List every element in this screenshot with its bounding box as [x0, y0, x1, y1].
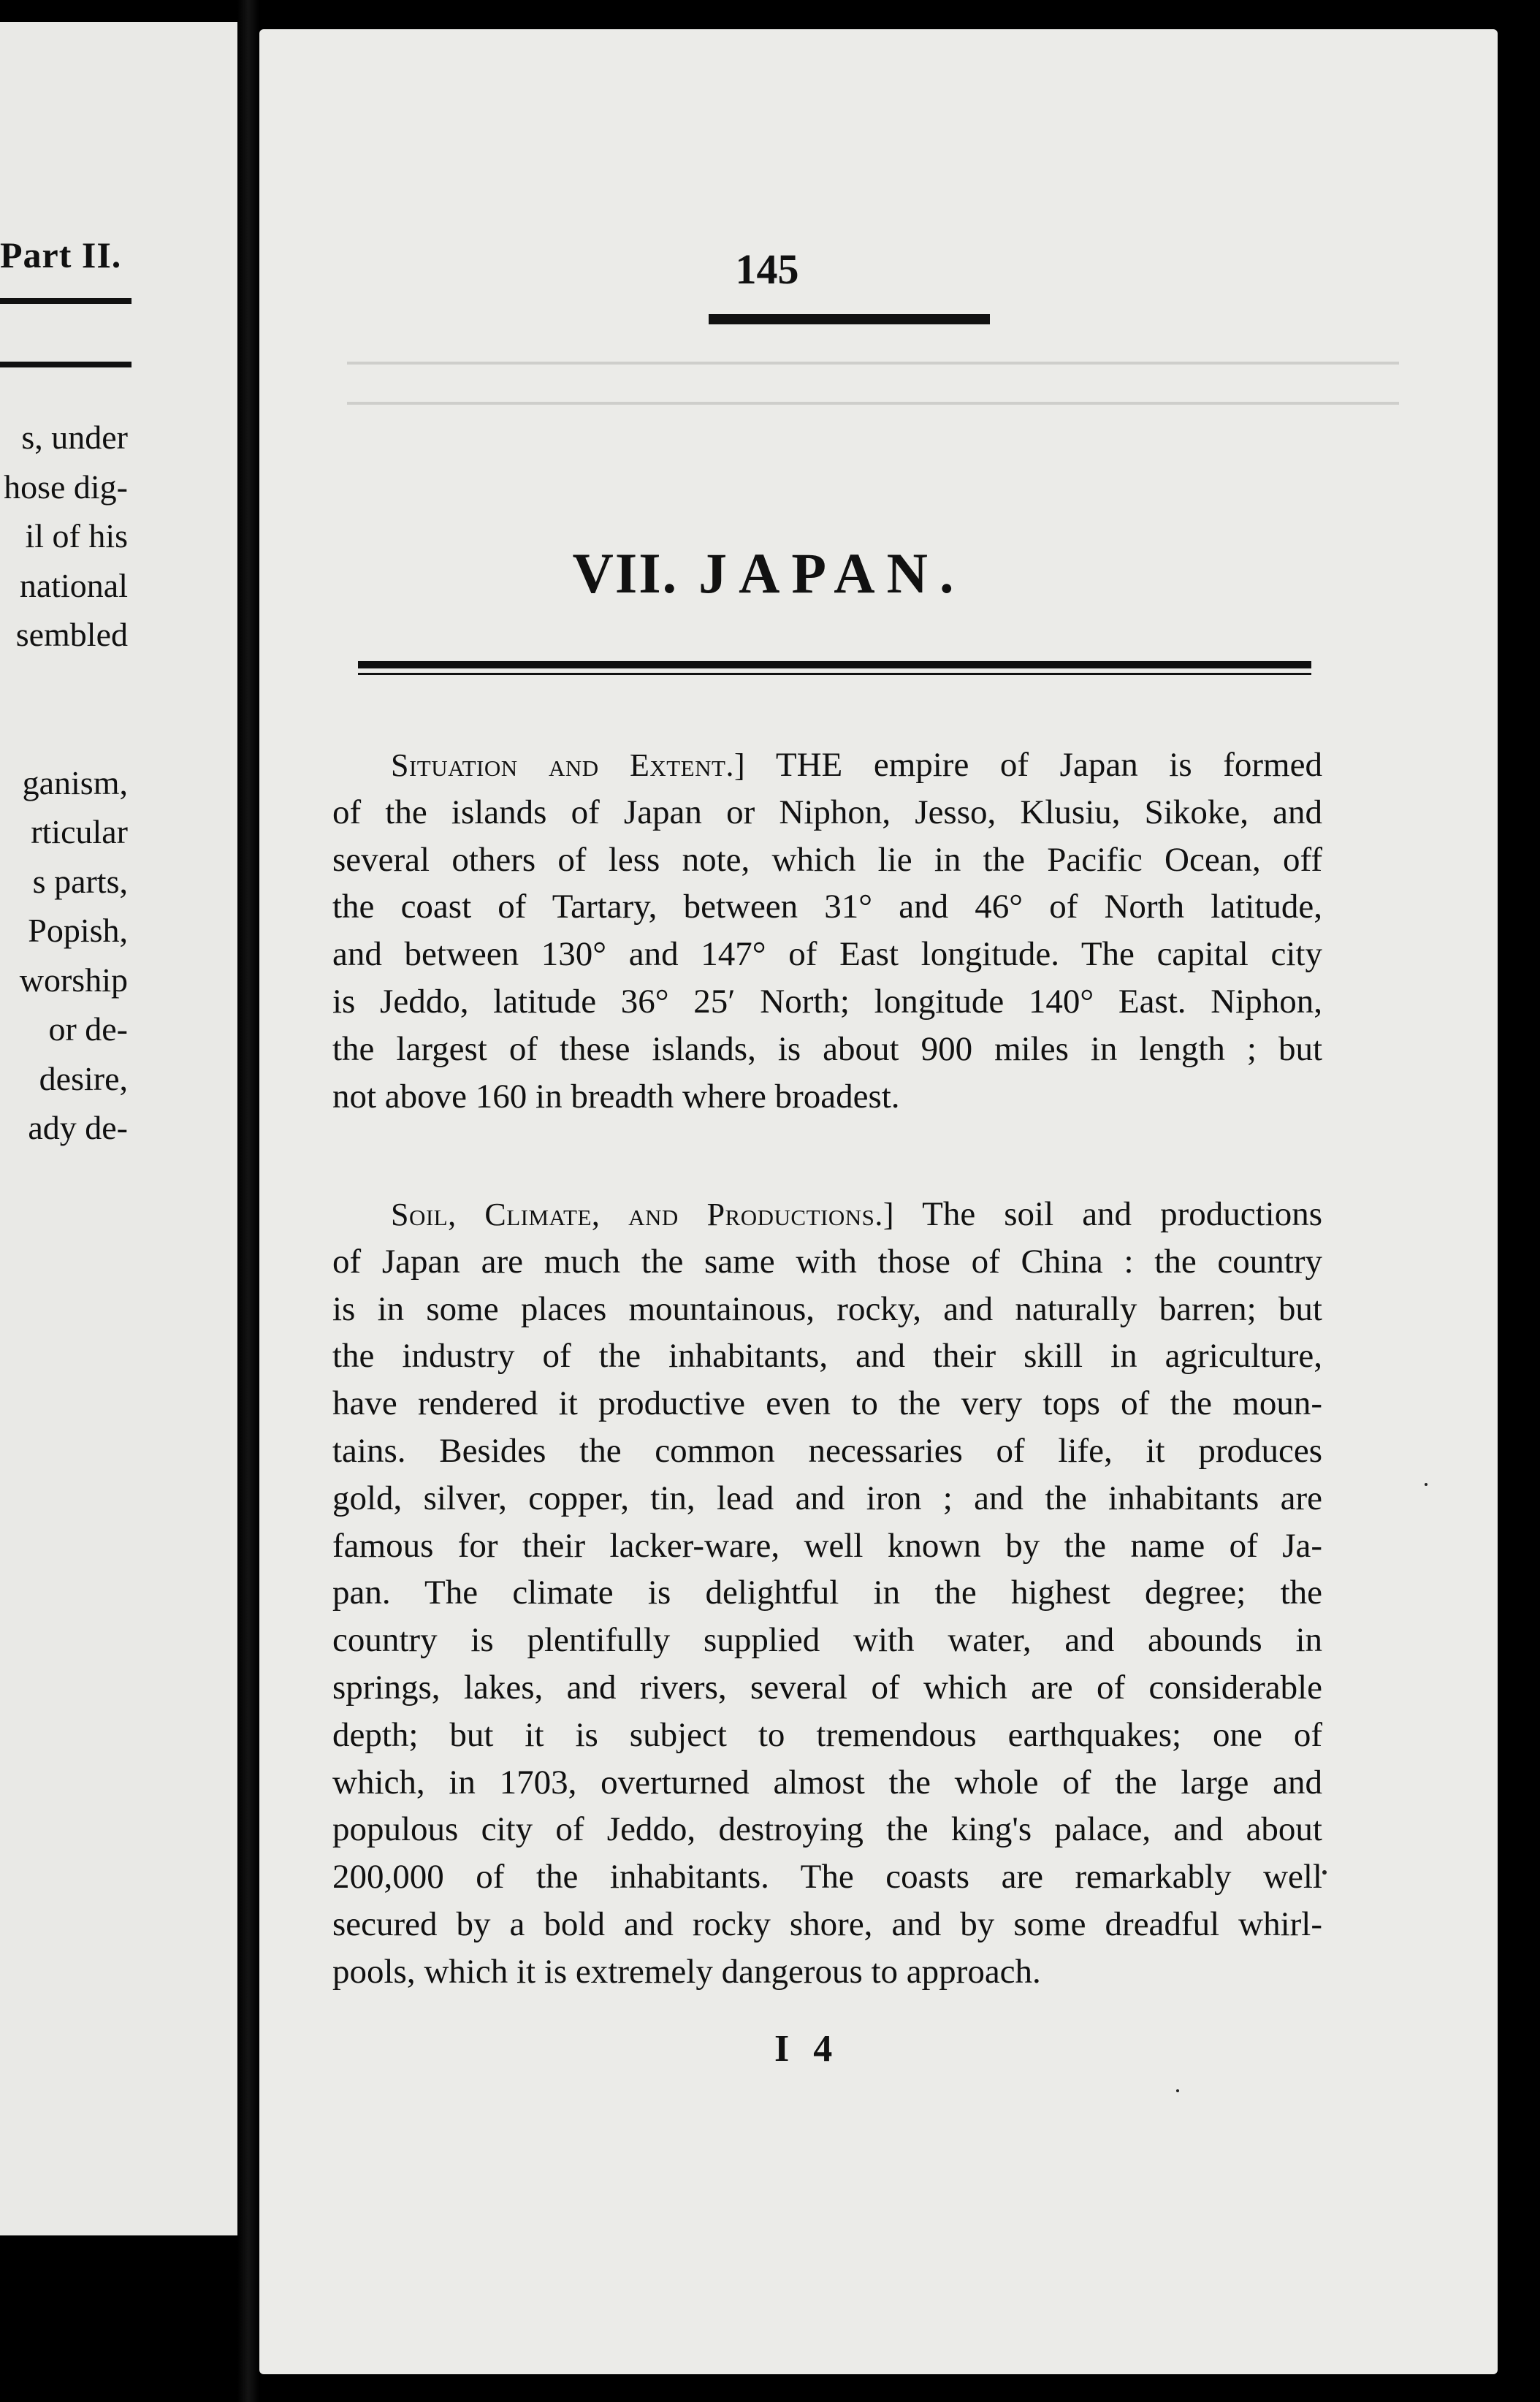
paragraph-line: Situation and Extent.] THE empire of Japan is formed — [391, 746, 1322, 784]
header-rule-left-2 — [0, 362, 131, 367]
previous-page-text — [4, 413, 128, 1153]
page-number-rule — [709, 314, 990, 324]
section-heading: Situation and Extent.] — [391, 747, 746, 783]
chapter-numeral: VII. — [572, 541, 679, 605]
paragraph-line: is in some places mountainous, rocky, and naturally barren; but — [332, 1289, 1322, 1328]
rule-thin — [358, 673, 1311, 675]
running-head-left: Part II. — [0, 235, 122, 275]
book-gutter — [237, 0, 259, 2402]
paragraph-line: of the islands of Japan or Niphon, Jesso, Klusiu, Sikoke, and — [332, 793, 1322, 831]
left-line: sembled — [15, 616, 128, 653]
paragraph-line: the largest of these islands, is about 900 miles in length ; but — [332, 1029, 1322, 1068]
rule-thick — [358, 661, 1311, 668]
left-line: ganism, — [22, 763, 128, 801]
paragraph-line: Soil, Climate, and Productions.] The soil and productions — [391, 1195, 1322, 1233]
paragraph-line: 200,000 of the inhabitants. The coasts are remarkably well — [332, 1858, 1322, 1896]
left-line: hose dig- — [4, 468, 128, 506]
paragraph-line: country is plentifully supplied with water, and abounds in — [332, 1621, 1322, 1660]
show-through-rule — [347, 402, 1399, 405]
left-line: rticular — [31, 813, 128, 850]
paragraph-line: the industry of the inhabitants, and their skill in agriculture, — [332, 1337, 1322, 1376]
paragraph-line: have rendered it productive even to the very tops of the moun- — [332, 1384, 1322, 1423]
signature-mark: I 4 — [774, 2028, 840, 2070]
left-line: national — [19, 566, 128, 604]
show-through-rule — [347, 362, 1399, 365]
paragraph-line: and between 130° and 147° of East longitude. The capital city — [332, 935, 1322, 974]
left-line: s, under — [21, 419, 128, 456]
paragraph-line: which, in 1703, overturned almost the whole of the large and — [332, 1763, 1322, 1802]
paragraph-line: tains. Besides the common necessaries of life, it produces — [332, 1431, 1322, 1470]
chapter-title — [259, 541, 1278, 606]
paragraph-line: depth; but it is subject to tremendous earthquakes; one of — [332, 1715, 1322, 1754]
paragraph-line: secured by a bold and rocky shore, and by some dreadful whirl- — [332, 1905, 1322, 1943]
page-number: 145 — [735, 245, 799, 293]
section-heading: Soil, Climate, and Productions.] — [391, 1197, 894, 1232]
left-line: Popish, — [28, 912, 128, 949]
previous-page — [0, 22, 237, 2235]
header-rule-left — [0, 298, 131, 304]
left-line — [4, 660, 128, 709]
paragraph-line: the coast of Tartary, between 31° and 46° of North latitude, — [332, 888, 1322, 926]
chapter-name: JAPAN. — [698, 541, 966, 605]
paper-speck — [1425, 1483, 1427, 1486]
left-line: ady de- — [28, 1109, 128, 1146]
paragraph-line: pan. The climate is delightful in the highest degree; the — [332, 1574, 1322, 1612]
book-page — [259, 29, 1498, 2374]
paragraph-line: famous for their lacker-ware, well known by the name of Ja- — [332, 1526, 1322, 1565]
paper-speck — [1322, 1870, 1327, 1875]
paragraph-soil-climate — [332, 1191, 1322, 1996]
left-line: worship — [19, 961, 128, 999]
paragraph-line: springs, lakes, and rivers, several of which are of considerable — [332, 1668, 1322, 1707]
paragraph-line: gold, silver, copper, tin, lead and iron ; and the inhabitants are — [332, 1479, 1322, 1517]
paragraph-line: is Jeddo, latitude 36° 25′ North; longitude 140° East. Niphon, — [332, 982, 1322, 1021]
paragraph-line: of Japan are much the same with those of China : the country — [332, 1242, 1322, 1281]
paragraph-line: several others of less note, which lie in the Pacific Ocean, off — [332, 840, 1322, 879]
paper-speck — [1176, 2089, 1179, 2092]
left-line — [4, 709, 128, 758]
left-line: il of his — [25, 517, 128, 554]
paragraph-line: not above 160 in breadth where broadest. — [332, 1077, 900, 1116]
paragraph-line: pools, which it is extremely dangerous to approach. — [332, 1952, 1041, 1991]
left-line: desire, — [39, 1059, 128, 1097]
paragraph-line: populous city of Jeddo, destroying the king's palace, and about — [332, 1810, 1322, 1849]
paragraph-situation — [332, 741, 1322, 1120]
chapter-double-rule — [358, 661, 1311, 675]
left-line: s parts, — [32, 862, 128, 900]
left-line: or de- — [48, 1010, 128, 1048]
